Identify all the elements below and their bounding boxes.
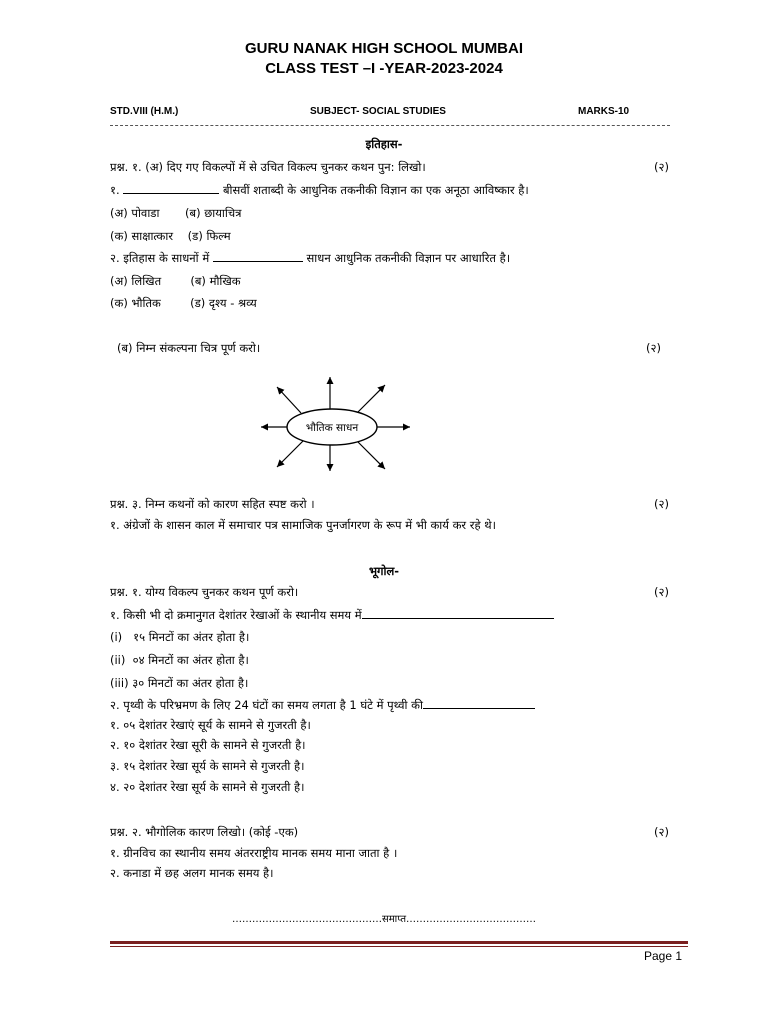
geography-q2-statement-1: १. ग्रीनविच का स्थानीय समय अंतरराष्ट्रीय मानक समय माना जाता है । xyxy=(110,846,398,860)
history-s1-options-1: (अ) पोवाडा (ब) छायाचित्र xyxy=(110,206,242,220)
geography-s2 xyxy=(110,698,535,713)
geography-s1-option-2: (ii) ०४ मिनटों का अंतर होता है। xyxy=(110,653,249,667)
geography-s2-option-2: २. १० देशांतर रेखा सूरी के सामने से गुजरती है। xyxy=(110,738,306,752)
history-q1b-text: (ब) निम्न संकल्पना चित्र पूर्ण करो। xyxy=(117,341,261,355)
history-q3-statement: १. अंग्रेजों के शासन काल में समाचार पत्र सामाजिक पुनर्जागरण के रूप में भी कार्य कर रहे थे। xyxy=(110,518,496,532)
history-s2-post: साधन आधुनिक तकनीकी विज्ञान पर आधारित है। xyxy=(306,251,511,265)
geography-s2-option-1: १. ०५ देशांतर रेखाएं सूर्य के सामने से गुजरती है। xyxy=(110,718,311,732)
history-s2-blank xyxy=(213,251,303,262)
test-title: CLASS TEST –I -YEAR-2023-2024 xyxy=(265,60,503,77)
history-s2-options-1: (अ) लिखित (ब) मौखिक xyxy=(110,274,241,288)
history-q3-text: प्रश्न. ३. निम्न कथनों को कारण सहित स्पष्ट करो । xyxy=(110,497,315,511)
subject-label: SUBJECT- SOCIAL STUDIES xyxy=(310,106,446,117)
page-number: Page 1 xyxy=(644,949,683,963)
geography-s1-blank xyxy=(362,608,554,619)
geography-s1-option-3: (iii) ३० मिनटों का अंतर होता है। xyxy=(110,676,249,690)
history-s2-pre: २. इतिहास के साधनों में xyxy=(110,251,210,265)
geography-s1 xyxy=(110,608,554,623)
geography-heading: भूगोल- xyxy=(368,564,400,578)
concept-map-diagram xyxy=(255,365,415,475)
header-divider xyxy=(110,125,670,126)
history-q1a-text: प्रश्न. १. (अ) दिए गए विकल्पों में से उचित विकल्प चुनकर कथन पुन: लिखो। xyxy=(110,160,426,174)
history-s1-text: बीसवीं शताब्दी के आधुनिक तकनीकी विज्ञान का एक अनूठा आविष्कार है। xyxy=(222,183,529,197)
arrow-down-right xyxy=(358,442,385,469)
center-label: भौतिक साधन xyxy=(305,422,359,434)
footer-rule-thick xyxy=(110,941,688,944)
history-q3-marks: (२) xyxy=(654,497,669,511)
geography-s1-option-1: (i) १५ मिनटों का अंतर होता है। xyxy=(110,630,250,644)
history-s1-blank xyxy=(123,183,219,194)
history-s1 xyxy=(110,183,529,198)
standard-label: STD.VIII (H.M.) xyxy=(110,106,179,117)
arrow-up-right xyxy=(358,385,385,412)
geography-q1-text: प्रश्न. १. योग्य विकल्प चुनकर कथन पूर्ण करो। xyxy=(110,585,299,599)
marks-label: MARKS-10 xyxy=(578,106,630,117)
geography-q2-statement-2: २. कनाडा में छह अलग मानक समय है। xyxy=(110,866,274,880)
history-q1b-marks: (२) xyxy=(646,341,661,355)
geography-s2-blank xyxy=(423,698,535,709)
geography-q2-marks: (२) xyxy=(654,825,669,839)
arrow-down-left xyxy=(277,441,303,467)
history-s2 xyxy=(110,251,510,266)
history-s1-options-2: (क) साक्षात्कार (ड) फिल्म xyxy=(110,229,231,243)
school-name: GURU NANAK HIGH SCHOOL MUMBAI xyxy=(244,40,524,57)
geography-s2-option-3: ३. १५ देशांतर रेखा सूर्य के सामने से गुजरती है। xyxy=(110,759,305,773)
geography-q1-marks: (२) xyxy=(654,585,669,599)
geography-s1-text: १. किसी भी दो क्रमानुगत देशांतर रेखाओं के स्थानीय समय में xyxy=(110,608,362,622)
end-marker: ………………………………………समाप्त………………………………… xyxy=(231,914,537,925)
history-s2-options-2: (क) भौतिक (ड) दृश्य - श्रव्य xyxy=(110,296,257,310)
geography-s2-option-4: ४. २० देशांतर रेखा सूर्य के सामने से गुजरती है। xyxy=(110,780,305,794)
geography-q2-text: प्रश्न. २. भौगोलिक कारण लिखो। (कोई -एक) xyxy=(110,825,299,839)
history-heading: इतिहास- xyxy=(365,137,403,151)
geography-s2-text: २. पृथ्वी के परिभ्रमण के लिए 24 घंटों का समय लगता है 1 घंटे में पृथ्वी की xyxy=(110,698,423,712)
history-s1-prefix: १. xyxy=(110,183,120,197)
arrow-up-left xyxy=(277,387,301,413)
footer-rule-thin xyxy=(110,946,688,947)
history-q1a-marks: (२) xyxy=(654,160,669,174)
